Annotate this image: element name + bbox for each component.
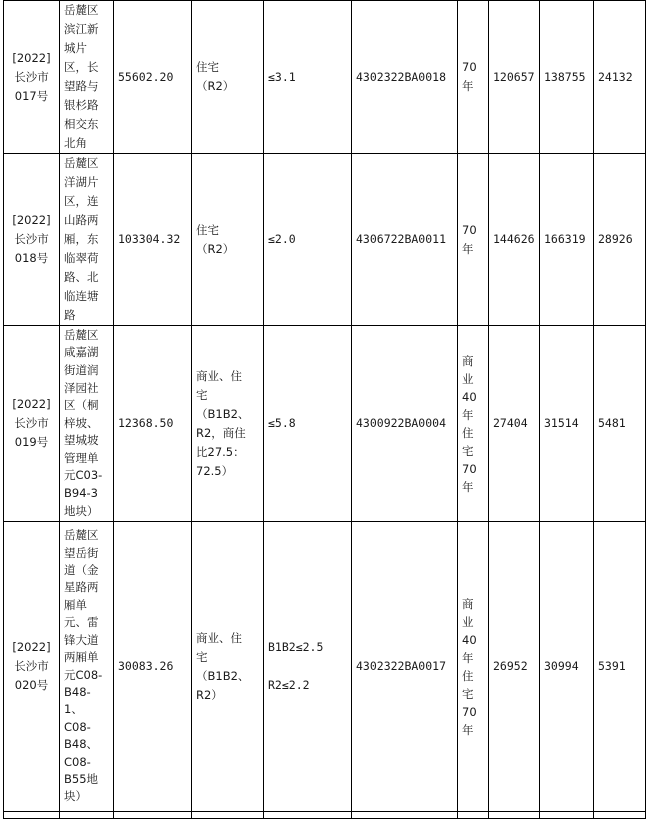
cell (264, 812, 352, 819)
deposit: 5481 (594, 326, 646, 522)
lot-area: 12368.50 (114, 326, 192, 522)
plot-ratio: ≤2.0 (264, 154, 352, 326)
start-price: 144626 (489, 154, 540, 326)
start-price: 26952 (489, 522, 540, 812)
table-row-cut-off (4, 812, 646, 819)
lot-location: 岳麓区 滨江新 城片 区，长 望路与 银杉路 相交东 北角 (60, 1, 114, 154)
cell (594, 812, 646, 819)
cell (114, 812, 192, 819)
parcel-code: 4302322BA0018 (352, 1, 458, 154)
lot-number: [2022] 长沙市 019号 (4, 326, 60, 522)
max-price: 31514 (540, 326, 594, 522)
lot-area: 103304.32 (114, 154, 192, 326)
max-price: 138755 (540, 1, 594, 154)
cell (192, 812, 264, 819)
plot-ratio: ≤5.8 (264, 326, 352, 522)
cell (489, 812, 540, 819)
cell (352, 812, 458, 819)
max-price: 30994 (540, 522, 594, 812)
lot-location: 岳麓区 望岳街 道（金 星路两 厢单 元、雷 锋大道 两厢单 元C08- B48- 1、 C08- B48、 C08- B55地 块） (60, 522, 114, 812)
cell (60, 812, 114, 819)
start-price: 120657 (489, 1, 540, 154)
land-use: 商业、住 宅 （B1B2、 R2，商住 比27.5： 72.5） (192, 326, 264, 522)
deposit: 24132 (594, 1, 646, 154)
start-price: 27404 (489, 326, 540, 522)
table-row (4, 1, 646, 154)
parcel-code: 4300922BA0004 (352, 326, 458, 522)
parcel-code: 4306722BA0011 (352, 154, 458, 326)
use-term: 商 业 40 年 住 宅 70 年 (458, 522, 489, 812)
lot-location: 岳麓区 咸嘉湖 街道润 泽园社 区（桐 梓坡、 望城坡 管理单 元C03- B94-3 地块） (60, 326, 114, 522)
lot-number: [2022] 长沙市 020号 (4, 522, 60, 812)
plot-ratio: B1B2≤2.5 R2≤2.2 (264, 522, 352, 812)
max-price: 166319 (540, 154, 594, 326)
use-term: 70 年 (458, 154, 489, 326)
plot-ratio: ≤3.1 (264, 1, 352, 154)
table-row (4, 154, 646, 326)
land-use: 住宅 （R2） (192, 1, 264, 154)
use-term: 70 年 (458, 1, 489, 154)
lot-location: 岳麓区 洋湖片 区，连 山路两 厢，东 临翠荷 路、北 临连塘 路 (60, 154, 114, 326)
cell (458, 812, 489, 819)
land-use: 商业、住 宅 （B1B2、 R2） (192, 522, 264, 812)
lot-area: 55602.20 (114, 1, 192, 154)
cell (4, 812, 60, 819)
land-auction-table (3, 0, 646, 819)
lot-number: [2022] 长沙市 017号 (4, 1, 60, 154)
lot-area: 30083.26 (114, 522, 192, 812)
table-row (4, 326, 646, 522)
parcel-code: 4302322BA0017 (352, 522, 458, 812)
cell (540, 812, 594, 819)
table-row (4, 522, 646, 812)
deposit: 28926 (594, 154, 646, 326)
land-use: 住宅 （R2） (192, 154, 264, 326)
use-term: 商 业 40 年 住 宅 70 年 (458, 326, 489, 522)
deposit: 5391 (594, 522, 646, 812)
lot-number: [2022] 长沙市 018号 (4, 154, 60, 326)
